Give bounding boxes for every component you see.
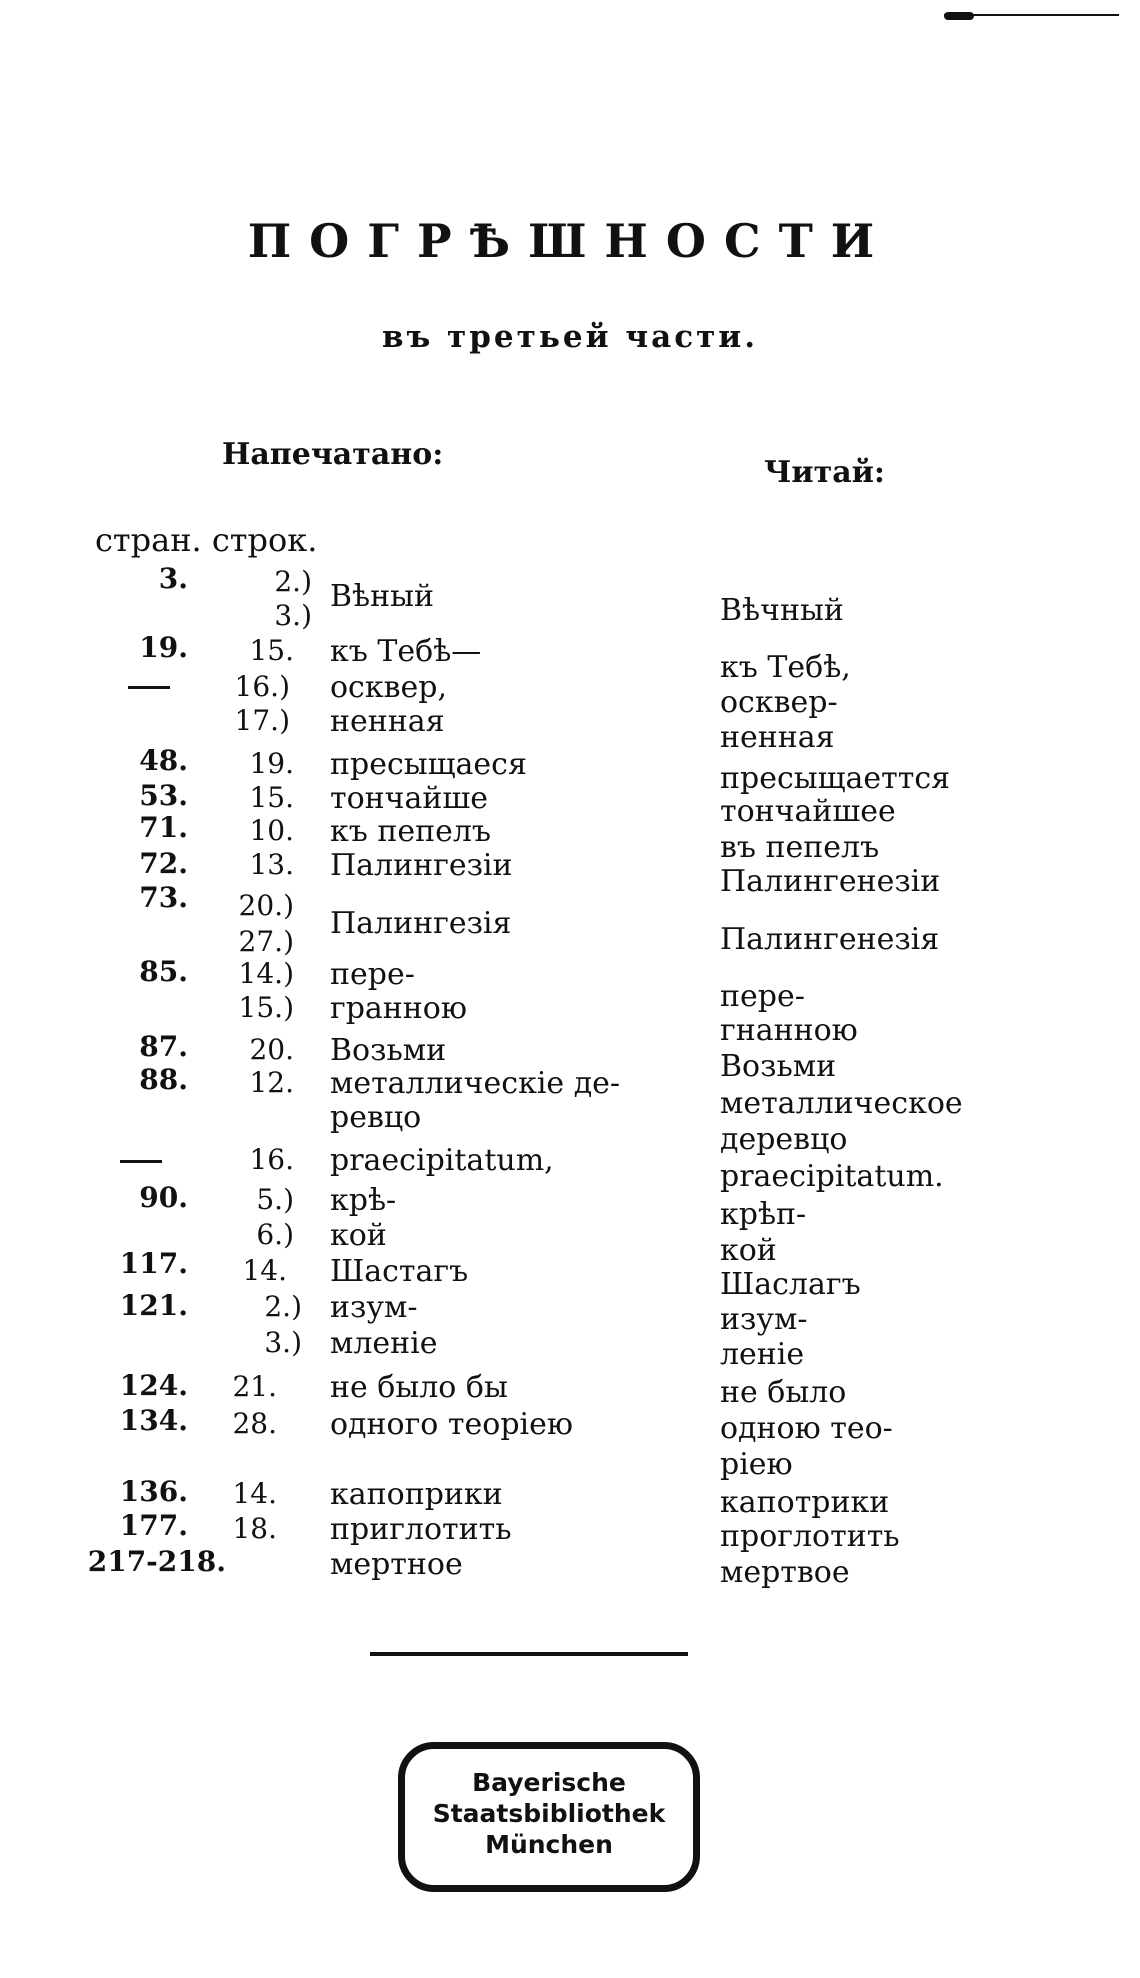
line-number: 18. <box>232 1512 277 1545</box>
printed-text: изум- <box>330 1290 418 1325</box>
line-number: 14. <box>242 1254 287 1287</box>
corrected-text: Вѣчный <box>720 593 844 628</box>
stamp-line-3: München <box>485 1830 613 1859</box>
page-number: 19. <box>139 631 188 664</box>
printed-text: praecipitatum, <box>330 1143 554 1178</box>
corrected-text: осквер- <box>720 685 838 720</box>
page-number: 177. <box>119 1509 188 1542</box>
corrected-text: Возьми <box>720 1049 837 1084</box>
printed-text: Палингезіи <box>330 848 513 883</box>
printed-text: гранною <box>330 991 467 1026</box>
line-number: 12. <box>249 1066 294 1099</box>
printed-text: пере- <box>330 957 415 992</box>
page-subtitle: въ третьей части. <box>381 319 759 355</box>
corrected-text: въ пепелъ <box>720 830 880 865</box>
corrected-text: деревцо <box>720 1122 848 1157</box>
corrected-text: praecipitatum. <box>720 1159 944 1194</box>
corrected-text: капотрики <box>720 1485 890 1520</box>
printed-text: Шастагъ <box>330 1254 469 1289</box>
printed-text: одного теоріею <box>330 1407 573 1442</box>
printed-text: Палингезія <box>330 906 512 941</box>
page-number: 117. <box>119 1247 188 1280</box>
printed-text: металлическіе де- <box>330 1066 621 1101</box>
printed-text: къ Тебѣ— <box>330 634 482 669</box>
page-number: 71. <box>139 811 188 844</box>
printed-text: капоприки <box>330 1477 503 1512</box>
printed-text: ненная <box>330 704 445 739</box>
printed-text: Возьми <box>330 1033 447 1068</box>
corrected-text: Палингенезіи <box>720 864 941 899</box>
corrected-text: къ Тебѣ, <box>720 650 851 685</box>
printed-text: тончайше <box>330 781 489 816</box>
corrected-text: одною тео- <box>720 1411 893 1446</box>
line-number: 13. <box>249 848 294 881</box>
printed-text: осквер, <box>330 670 447 705</box>
page-number: 217-218. <box>87 1545 226 1578</box>
page-number: 121. <box>119 1289 188 1322</box>
corrected-text: ненная <box>720 720 835 755</box>
library-stamp <box>398 1742 700 1892</box>
printed-text: мленіе <box>330 1326 438 1361</box>
page-number: 53. <box>139 779 188 812</box>
corrected-text: Шаслагъ <box>720 1267 861 1302</box>
page-line-header: стран. строк. <box>95 521 318 559</box>
line-number: 14.) <box>238 957 294 990</box>
line-number: 20.) <box>238 889 294 922</box>
line-number: 15. <box>249 634 294 667</box>
line-number: 6.) <box>256 1218 294 1251</box>
ditto-dash <box>128 686 170 689</box>
page-number: 134. <box>119 1404 188 1437</box>
corrected-text: кой <box>720 1233 777 1268</box>
stamp-line-1: Bayerische <box>472 1768 626 1797</box>
printed-text: кой <box>330 1218 387 1253</box>
corrected-text: пресыщаеттся <box>720 761 951 796</box>
line-number: 5.) <box>256 1183 294 1216</box>
corrected-text: ріею <box>720 1447 793 1482</box>
line-number: 19. <box>249 747 294 780</box>
page-number: 48. <box>139 744 188 777</box>
printed-text: пресыщаеся <box>330 747 527 782</box>
corrected-text: проглотить <box>720 1519 900 1554</box>
corrected-text: крѣп- <box>720 1197 807 1232</box>
line-number: 2.) <box>274 565 312 598</box>
corrected-text: леніе <box>720 1337 805 1372</box>
corrected-text: изум- <box>720 1302 808 1337</box>
line-number: 2.) <box>264 1290 302 1323</box>
corrected-text: гнанною <box>720 1013 858 1048</box>
printed-text: Вѣный <box>330 579 435 614</box>
ink-rule-top <box>944 14 1119 16</box>
page-number: 87. <box>139 1030 188 1063</box>
line-number: 10. <box>249 814 294 847</box>
page-number: 90. <box>139 1181 188 1214</box>
line-number: 28. <box>232 1407 277 1440</box>
closing-rule <box>370 1652 688 1656</box>
line-number: 17.) <box>234 704 290 737</box>
page-number: 88. <box>139 1063 188 1096</box>
page-number: 73. <box>139 881 188 914</box>
printed-text: не было бы <box>330 1370 508 1405</box>
printed-text: крѣ- <box>330 1183 397 1218</box>
read-column-header: Читай: <box>764 455 885 490</box>
page-number: 3. <box>158 562 188 595</box>
printed-text: мертное <box>330 1547 463 1582</box>
page-number: 72. <box>139 847 188 880</box>
line-number: 14. <box>232 1477 277 1510</box>
corrected-text: мертвое <box>720 1555 850 1590</box>
page-number: 124. <box>119 1369 188 1402</box>
line-number: 20. <box>249 1033 294 1066</box>
page-number: 136. <box>119 1475 188 1508</box>
page-title: ПОГРѢШНОСТИ <box>247 214 893 268</box>
printed-text: къ пепелъ <box>330 814 492 849</box>
corrected-text: Палингенезія <box>720 922 940 957</box>
corrected-text: пере- <box>720 979 805 1014</box>
printed-text: ревцо <box>330 1100 422 1135</box>
line-number: 3.) <box>274 599 312 632</box>
corrected-text: не было <box>720 1375 847 1410</box>
printed-column-header: Напечатано: <box>222 437 444 472</box>
line-number: 15.) <box>238 991 294 1024</box>
line-number: 15. <box>249 781 294 814</box>
corrected-text: металлическое <box>720 1086 963 1121</box>
page-number: 85. <box>139 955 188 988</box>
printed-text: приглотить <box>330 1512 512 1547</box>
stamp-line-2: Staatsbibliothek <box>432 1799 666 1828</box>
ditto-dash <box>120 1160 162 1163</box>
line-number: 16.) <box>234 670 290 703</box>
line-number: 21. <box>232 1370 277 1403</box>
line-number: 27.) <box>238 925 294 958</box>
corrected-text: тончайшее <box>720 794 896 829</box>
line-number: 3.) <box>264 1326 302 1359</box>
line-number: 16. <box>249 1143 294 1176</box>
